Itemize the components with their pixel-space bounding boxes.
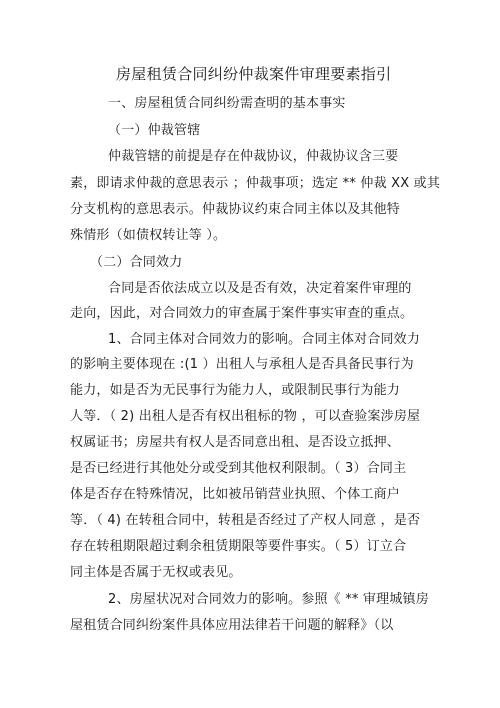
paragraph-line: 分支机构的意思表示。仲裁协议约束合同主体以及其他特	[70, 202, 401, 217]
section-heading-basic-facts: 一、房屋租赁合同纠纷需查明的基本事实	[108, 96, 346, 111]
paragraph-line: 走向，因此，对合同效力的审查属于案件事实审查的重点。	[70, 306, 414, 321]
document-title: 房屋租赁合同纠纷仲裁案件审理要素指引	[116, 65, 392, 83]
paragraph-line: 体是否存在特殊情况，比如被吊销营业执照、个体工商户	[70, 487, 401, 502]
subsection-heading-contract-validity: （二）合同效力	[90, 255, 183, 270]
paragraph-line: 权属证书；房屋共有权人是否同意出租、是否设立抵押、	[70, 435, 401, 450]
paragraph-line: 存在转租期限超过剩余租赁期限等要件事实。（ 5）订立合	[70, 539, 407, 554]
paragraph-line: 能力，如是否为无民事行为能力人，或限制民事行为能力	[70, 383, 401, 398]
paragraph-line: 是否已经进行其他处分或受到其他权利限制。（ 3）合同主	[70, 461, 407, 476]
paragraph-line: 殊情形（如债权转让等 ）。	[70, 228, 227, 243]
paragraph-line: 仲裁管辖的前提是存在仲裁协议，仲裁协议含三要	[108, 149, 399, 164]
paragraph-line: 屋租赁合同纠纷案件具体应用法律若干问题的解释》（以	[70, 618, 394, 633]
paragraph-line: 的影响主要体现在 :(1 ）出租人与承租人是否具备民事行为	[70, 357, 414, 372]
paragraph-line: 1、合同主体对合同效力的影响。合同主体对合同效力	[108, 332, 421, 347]
paragraph-line: 同主体是否属于无权或表见。	[70, 565, 242, 580]
paragraph-line: 等．（ 4) 在转租合同中，转租是否经过了产权人同意 ，是否	[70, 513, 421, 528]
paragraph-line: 素，即请求仲裁的意思表示 ；仲裁事项；选定 ** 仲裁 XX 或其	[70, 176, 441, 191]
paragraph-line: 人等．（ 2) 出租人是否有权出租标的物 ，可以查验案涉房屋	[70, 409, 421, 424]
paragraph-line: 2、房屋状况对合同效力的影响。参照《 ** 审理城镇房	[108, 592, 429, 607]
subsection-heading-jurisdiction: （一）仲裁管辖	[108, 123, 201, 138]
paragraph-line: 合同是否依法成立以及是否有效，决定着案件审理的	[108, 281, 412, 296]
